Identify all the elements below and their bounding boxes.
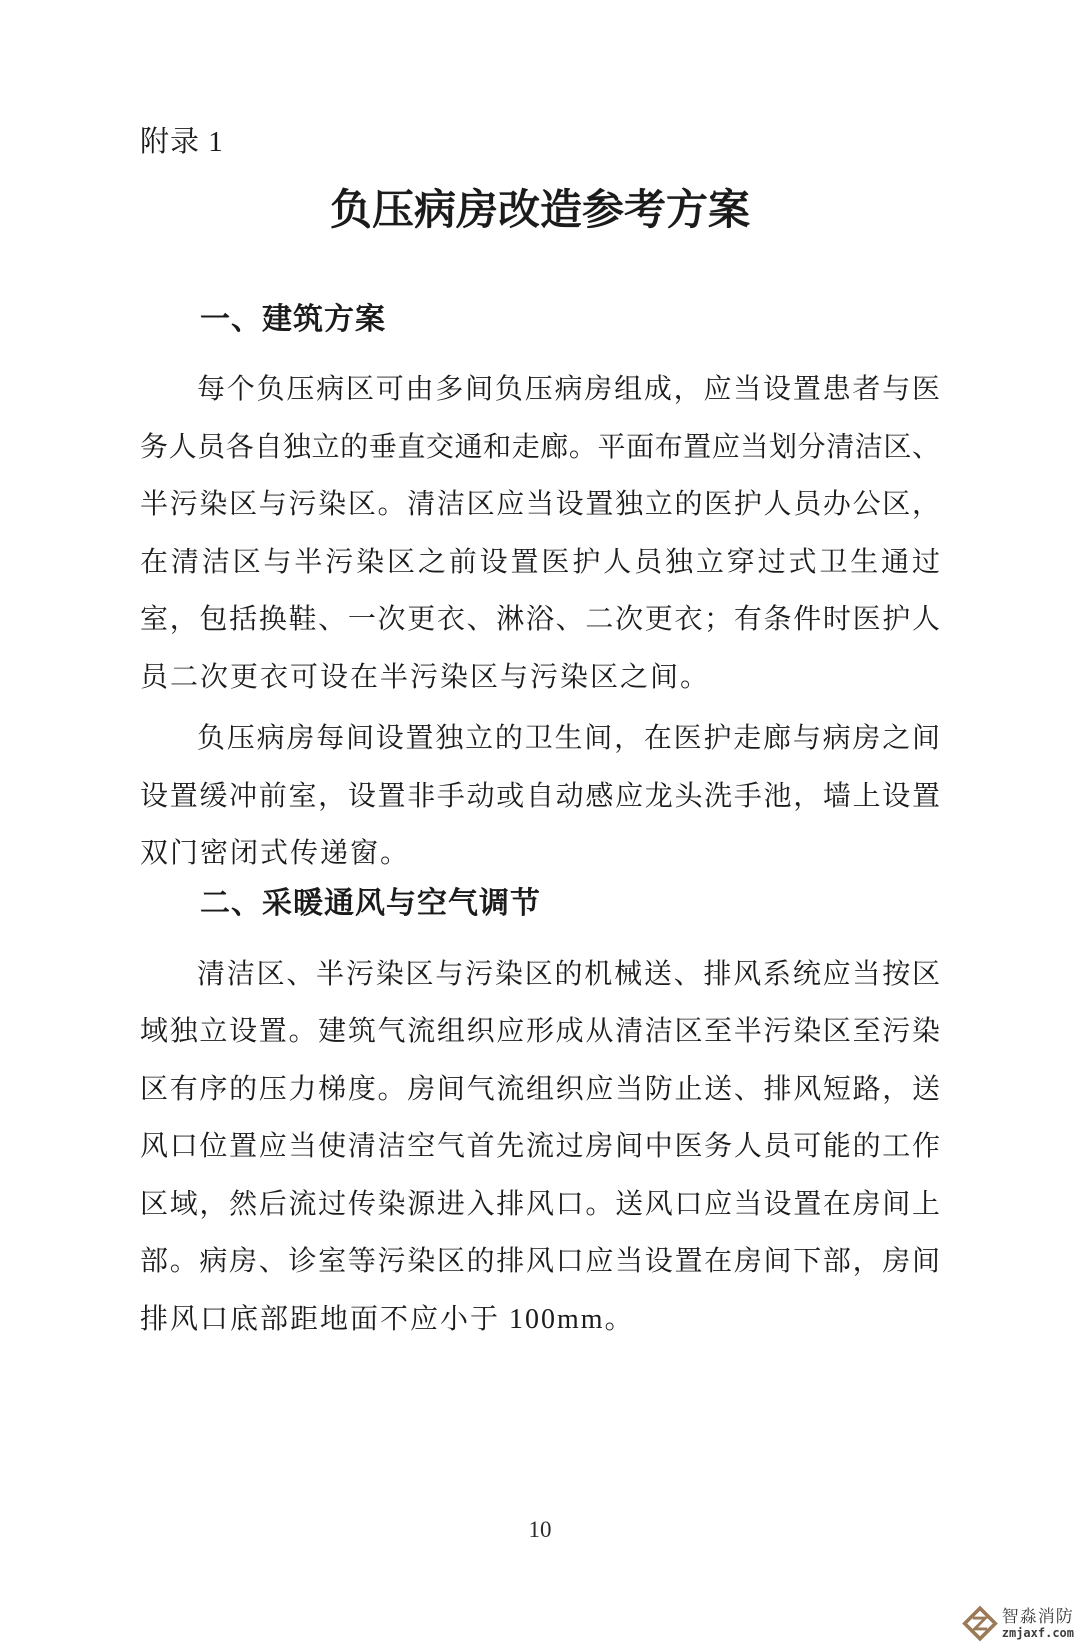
brand-watermark: [962, 1605, 1074, 1642]
body-line: 双门密闭式传递窗。: [140, 838, 411, 869]
section-heading: 二、采暖通风与空气调节: [200, 886, 541, 920]
brand-name: 智淼消防: [1001, 1607, 1074, 1626]
brand-text: [1002, 1608, 1074, 1639]
brand-url: zmjaxf.com: [1001, 1626, 1074, 1640]
body-line: 室，包括换鞋、一次更衣、淋浴、二次更衣；有条件时医护人: [140, 604, 940, 635]
body-paragraph: [140, 710, 940, 883]
document-page: [0, 122, 1080, 1648]
section-heading: 一、建筑方案: [200, 303, 386, 336]
document-title: 负压病房改造参考方案: [329, 188, 750, 234]
appendix-label: 附录 1: [140, 126, 224, 158]
body-line: 设置缓冲前室，设置非手动或自动感应龙头洗手池，墙上设置: [140, 780, 940, 812]
body-line: 区域，然后流过传染源进入排风口。送风口应当设置在房间上: [140, 1188, 940, 1220]
body-line: 风口位置应当使清洁空气首先流过房间中医务人员可能的工作: [140, 1131, 940, 1162]
body-line: 半污染区与污染区。清洁区应当设置独立的医护人员办公区，: [140, 489, 940, 520]
brand-diamond-logo-icon: [962, 1605, 998, 1642]
body-line: 排风口底部距地面不应小于 100mm。: [140, 1303, 635, 1335]
body-line: 部。病房、诊室等污染区的排风口应当设置在房间下部，房间: [140, 1246, 940, 1277]
page-number: 10: [528, 1517, 552, 1542]
body-line: 区有序的压力梯度。房间气流组织应当防止送、排风短路，送: [140, 1073, 940, 1105]
body-line: 务人员各自独立的垂直交通和走廊。平面布置应当划分清洁区、: [140, 431, 940, 463]
body-line: 域独立设置。建筑气流组织应形成从清洁区至半污染区至污染: [140, 1016, 940, 1047]
body-line: 员二次更衣可设在半污染区与污染区之间。: [140, 661, 711, 693]
body-paragraph: [140, 361, 940, 706]
body-line: 每个负压病区可由多间负压病房组成，应当设置患者与医: [197, 374, 940, 405]
body-line: 清洁区、半污染区与污染区的机械送、排风系统应当按区: [197, 958, 940, 990]
body-line: 在清洁区与半污染区之前设置医护人员独立穿过式卫生通过: [140, 546, 940, 578]
body-line: 负压病房每间设置独立的卫生间，在医护走廊与病房之间: [197, 723, 940, 754]
body-paragraph: [140, 946, 940, 1349]
document-body: [140, 300, 940, 1348]
